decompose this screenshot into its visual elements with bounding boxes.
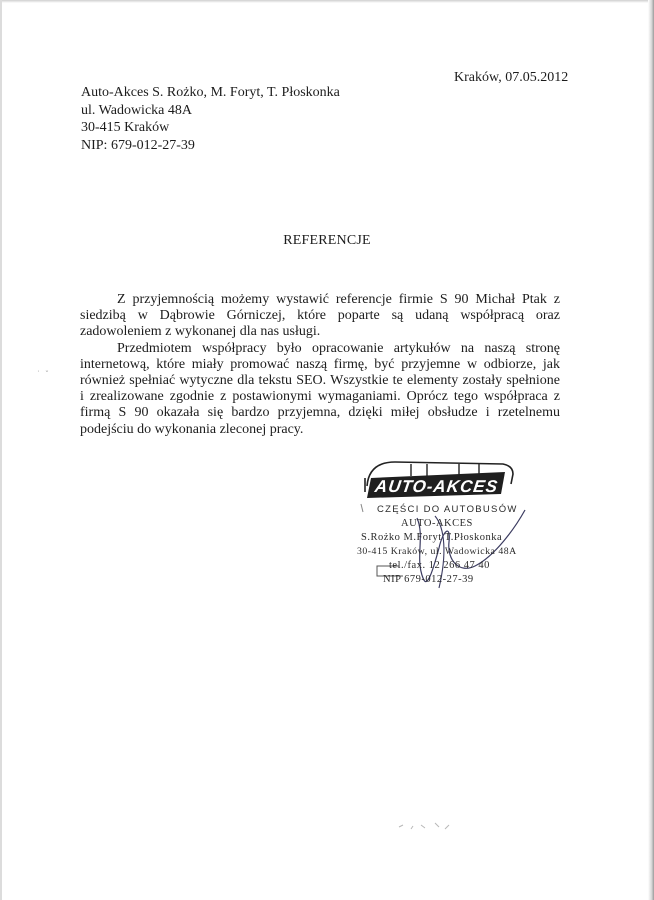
body-paragraph-2: Przedmiotem współpracy było opracowanie artykułów na naszą stronę internetową, które miały promować naszą firmę, być przyjemne w odbiorze, jak również spełniać wytyczne dla tekstu SEO. Wszystkie te elementy zostały spełnione i zrealizowane zgodnie z postawionymi wymaganiami. Oprócz tego współpraca z firmą S 90 okazała się bardzo przyjemna, dzięki miłej obsłudze i rzetelnemu podejściu do wykonania zleconej pracy. [80, 340, 560, 437]
scan-edge-left [0, 0, 2, 900]
stamp-logo-text: AUTO-AKCES [373, 477, 500, 496]
letter-date: Kraków, 07.05.2012 [454, 70, 569, 85]
scan-noise-mark [395, 815, 455, 835]
scan-edge-right [648, 0, 654, 900]
recipient-company: Auto-Akces S. Rożko, M. Foryt, T. Płoskonka [81, 85, 340, 100]
stamp-address: 30-415 Kraków, ul. Wadowicka 48A [357, 546, 517, 557]
letter-body [80, 292, 560, 438]
scan-edge-top [0, 0, 654, 3]
stamp-nip: NIP 679-012-27-39 [383, 574, 474, 585]
stamp-phone: tel./fax. 12 266 47 40 [389, 560, 490, 571]
recipient-city: 30-415 Kraków [81, 120, 170, 135]
stamp-name: AUTO-AKCES [401, 518, 473, 529]
scan-margin-mark: ˙ ˘ [37, 369, 51, 378]
letter-title: REFERENCJE [283, 233, 371, 248]
company-stamp [355, 458, 535, 608]
recipient-nip: NIP: 679-012-27-39 [81, 137, 195, 153]
recipient-address [81, 84, 340, 154]
recipient-street: ul. Wadowicka 48A [81, 102, 192, 118]
body-paragraph-1: Z przyjemnością możemy wystawić referencje firmie S 90 Michał Ptak z siedzibą w Dąbrowie Górniczej, które poparte są udaną współpracą oraz zadowoleniem z wykonanej dla nas usługi. [80, 292, 560, 340]
stamp-subtitle: CZĘŚCI DO AUTOBUSÓW [377, 504, 518, 515]
stamp-owners: S.Rożko M.Foryt T.Płoskonka [361, 532, 503, 543]
